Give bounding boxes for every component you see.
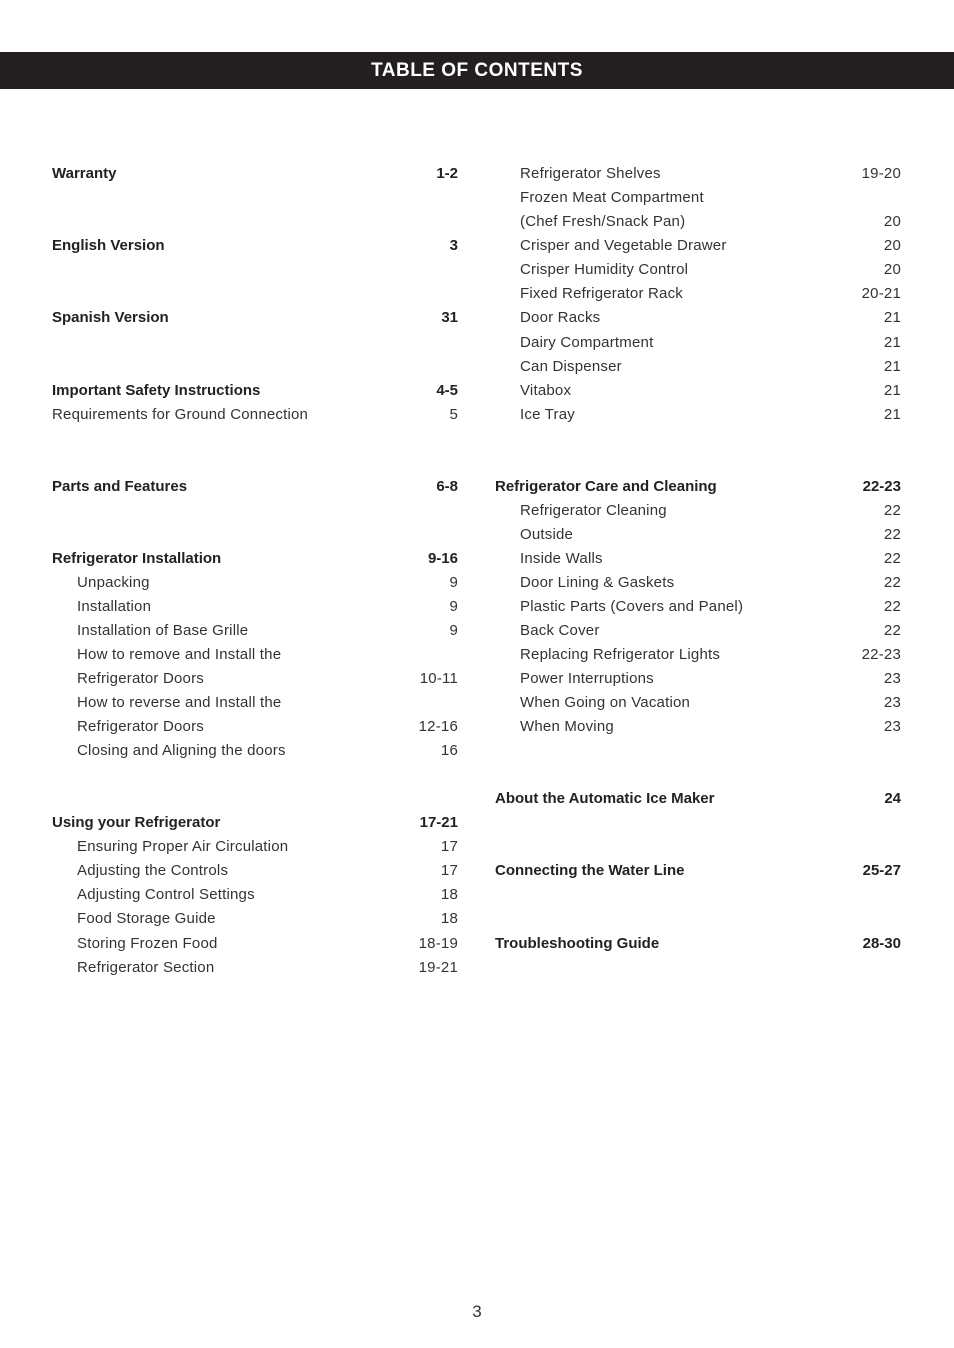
toc-entry-page: 18-19 (418, 935, 458, 952)
toc-entry-label: Requirements for Ground Connection (52, 406, 309, 423)
toc-entry-page: 12-16 (418, 718, 458, 735)
toc-entry-label: Frozen Meat Compartment (520, 189, 704, 206)
toc-entry (495, 859, 901, 883)
toc-entry-page: 4-5 (436, 382, 458, 399)
toc-entry-label: Food Storage Guide (77, 910, 216, 927)
toc-entry-page: 22-23 (861, 646, 901, 663)
toc-entry (52, 619, 458, 643)
toc-entry (495, 234, 901, 258)
toc-entry-label: Adjusting Control Settings (77, 886, 255, 903)
toc-entry-page: 10-11 (419, 670, 458, 687)
toc-entry-label: Plastic Parts (Covers and Panel) (520, 598, 744, 615)
toc-entry-label: About the Automatic Ice Maker (495, 790, 715, 807)
toc-entry-page: 1-2 (436, 165, 458, 182)
toc-entry (495, 715, 901, 739)
toc-entry (495, 932, 901, 956)
toc-entry-label: Installation (77, 598, 152, 615)
toc-entry-label: Crisper Humidity Control (520, 261, 689, 278)
toc-entry-label: Connecting the Water Line (495, 862, 685, 879)
toc-entry-page: 22 (883, 502, 901, 519)
toc-entry-page: 6-8 (436, 478, 458, 495)
toc-entry-label: English Version (52, 237, 165, 254)
toc-entry (52, 859, 458, 883)
toc-entry-label: Ensuring Proper Air Circulation (77, 838, 289, 855)
toc-entry (52, 835, 458, 859)
toc-entry-page: 16 (440, 742, 458, 759)
toc-entry-page: 9 (449, 622, 458, 639)
toc-entry-page: 9 (449, 598, 458, 615)
toc-entry (52, 162, 458, 186)
toc-entry-page: 23 (883, 670, 901, 687)
toc-entry-label: Refrigerator Doors (77, 718, 204, 735)
toc-entry-label: Crisper and Vegetable Drawer (520, 237, 727, 254)
toc-entry-label: Storing Frozen Food (77, 935, 218, 952)
toc-entry (495, 643, 901, 667)
toc-entry-label: Warranty (52, 165, 117, 182)
toc-entry-page: 5 (449, 406, 458, 423)
toc-entry-page: 22-23 (862, 478, 901, 495)
toc-entry (52, 883, 458, 907)
toc-entry (52, 907, 458, 931)
toc-entry-page: 17 (440, 838, 458, 855)
toc-entry-page: 23 (883, 718, 901, 735)
toc-entry-page: 22 (883, 622, 901, 639)
toc-entry-page: 21 (883, 406, 901, 423)
toc-entry-label: Replacing Refrigerator Lights (520, 646, 721, 663)
toc-entry-page: 19-21 (418, 959, 458, 976)
toc-entry-label: Refrigerator Section (77, 959, 215, 976)
toc-entry-page: 31 (441, 309, 458, 326)
toc-entry-label: (Chef Fresh/Snack Pan) (520, 213, 686, 230)
toc-left-column (52, 0, 458, 1348)
toc-entry-label: Unpacking (77, 574, 150, 591)
toc-entry-label: Fixed Refrigerator Rack (520, 285, 683, 302)
toc-entry-label: Door Racks (520, 309, 601, 326)
toc-entry (495, 787, 901, 811)
toc-entry-page: 9 (449, 574, 458, 591)
toc-entry-label: When Going on Vacation (520, 694, 691, 711)
toc-entry-page: 9-16 (427, 550, 458, 567)
toc-entry-page: 20-21 (861, 285, 901, 302)
toc-entry (495, 186, 901, 210)
toc-entry-label: Refrigerator Cleaning (520, 502, 667, 519)
toc-entry-page: 3 (449, 237, 458, 254)
toc-entry-page: 19-20 (861, 165, 901, 182)
toc-entry (495, 667, 901, 691)
toc-entry (52, 715, 458, 739)
toc-entry (495, 282, 901, 306)
toc-entry-page: 24 (884, 790, 901, 807)
toc-entry (495, 306, 901, 330)
toc-entry-page: 17 (440, 862, 458, 879)
toc-entry (52, 547, 458, 571)
toc-entry (52, 571, 458, 595)
toc-entry-page: 21 (883, 382, 901, 399)
toc-entry (495, 379, 901, 403)
toc-entry (52, 739, 458, 763)
toc-right-column (495, 0, 901, 1348)
toc-entry-label: Using your Refrigerator (52, 814, 221, 831)
toc-entry-label: Door Lining & Gaskets (520, 574, 675, 591)
toc-entry-page: 17-21 (419, 814, 458, 831)
toc-entry (495, 258, 901, 282)
toc-entry-page: 22 (883, 526, 901, 543)
toc-entry-page: 21 (883, 334, 901, 351)
toc-entry (52, 379, 458, 403)
toc-entry (495, 331, 901, 355)
toc-entry-label: Refrigerator Care and Cleaning (495, 478, 717, 495)
toc-entry (495, 210, 901, 234)
toc-entry-page: 21 (883, 358, 901, 375)
toc-entry (495, 523, 901, 547)
toc-entry-label: Installation of Base Grille (77, 622, 249, 639)
toc-entry-label: Can Dispenser (520, 358, 622, 375)
toc-entry-label: Vitabox (520, 382, 572, 399)
page-number: 3 (472, 1302, 482, 1321)
toc-entry (52, 956, 458, 980)
toc-entry (52, 234, 458, 258)
toc-entry (495, 619, 901, 643)
toc-entry-page: 28-30 (862, 935, 901, 952)
toc-entry (52, 667, 458, 691)
toc-entry (495, 571, 901, 595)
toc-entry (52, 691, 458, 715)
toc-entry-label: Outside (520, 526, 574, 543)
toc-entry-page: 22 (883, 550, 901, 567)
toc-entry (495, 547, 901, 571)
toc-entry-label: Power Interruptions (520, 670, 654, 687)
toc-entry-label: Important Safety Instructions (52, 382, 261, 399)
toc-entry (495, 499, 901, 523)
page-title: TABLE OF CONTENTS (371, 59, 583, 81)
toc-entry-label: How to reverse and Install the (77, 694, 282, 711)
toc-entry-label: Ice Tray (520, 406, 575, 423)
toc-entry (52, 475, 458, 499)
toc-entry-label: Spanish Version (52, 309, 169, 326)
toc-entry (495, 403, 901, 427)
toc-entry-page: 25-27 (862, 862, 901, 879)
toc-entry (495, 355, 901, 379)
toc-entry (495, 475, 901, 499)
toc-entry (52, 595, 458, 619)
toc-entry-label: Refrigerator Shelves (520, 165, 661, 182)
toc-entry (52, 403, 458, 427)
toc-entry-label: Refrigerator Doors (77, 670, 204, 687)
toc-entry (495, 162, 901, 186)
toc-entry-page: 21 (883, 309, 901, 326)
toc-entry-label: Inside Walls (520, 550, 603, 567)
toc-entry-page: 22 (883, 574, 901, 591)
toc-entry-label: How to remove and Install the (77, 646, 282, 663)
toc-entry-label: Adjusting the Controls (77, 862, 229, 879)
toc-entry-label: Parts and Features (52, 478, 188, 495)
toc-entry-page: 23 (883, 694, 901, 711)
toc-entry-page: 22 (883, 598, 901, 615)
toc-entry (52, 811, 458, 835)
toc-entry (52, 306, 458, 330)
toc-entry-page: 20 (883, 213, 901, 230)
toc-entry-page: 18 (440, 910, 458, 927)
toc-entry-page: 18 (440, 886, 458, 903)
toc-entry-page: 20 (883, 237, 901, 254)
toc-entry (495, 595, 901, 619)
toc-entry-label: Back Cover (520, 622, 600, 639)
toc-entry (52, 643, 458, 667)
toc-entry (52, 932, 458, 956)
toc-entry (495, 691, 901, 715)
toc-entry-label: Closing and Aligning the doors (77, 742, 286, 759)
toc-entry-label: When Moving (520, 718, 614, 735)
toc-entry-label: Troubleshooting Guide (495, 935, 660, 952)
toc-entry-page: 20 (883, 261, 901, 278)
toc-entry-label: Dairy Compartment (520, 334, 654, 351)
toc-entry-label: Refrigerator Installation (52, 550, 222, 567)
